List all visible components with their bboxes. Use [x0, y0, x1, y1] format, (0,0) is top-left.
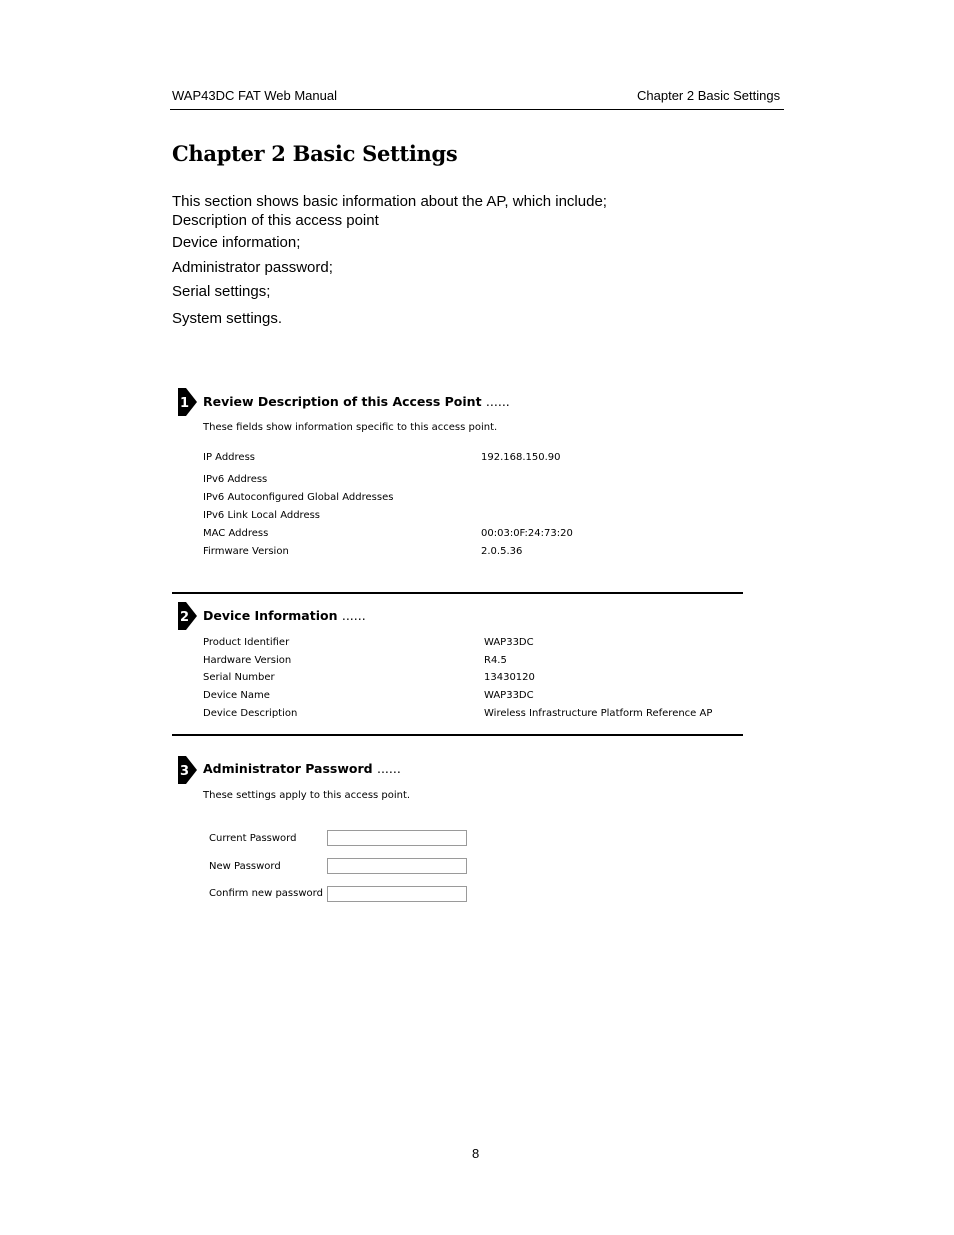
field-label: Serial Number: [203, 672, 275, 683]
section-marker-3-icon: [176, 756, 198, 784]
intro-line: This section shows basic information about the AP, which include;: [172, 193, 607, 210]
field-label: IPv6 Link Local Address: [203, 510, 321, 521]
page-number: 8: [472, 1146, 480, 1161]
intro-line: System settings.: [172, 310, 283, 327]
current-password-input[interactable]: [327, 830, 467, 846]
intro-line: Serial settings;: [172, 283, 271, 300]
section-title-dots: ......: [341, 608, 366, 623]
field-value: WAP33DC: [484, 637, 534, 648]
confirm-password-label: Confirm new password: [209, 888, 323, 899]
new-password-label: New Password: [209, 861, 281, 872]
field-label: IP Address: [203, 452, 255, 463]
section-title-dots: ......: [485, 394, 510, 409]
section-title-text: Administrator Password: [203, 761, 373, 776]
section-number: 3: [179, 764, 190, 779]
section-title-review: [203, 394, 510, 409]
confirm-password-input[interactable]: [327, 886, 467, 902]
section-marker-2-icon: [176, 602, 198, 630]
field-value: R4.5: [484, 655, 507, 666]
field-label: IPv6 Address: [203, 474, 268, 485]
new-password-input[interactable]: [327, 858, 467, 874]
field-value: Wireless Infrastructure Platform Reference AP: [484, 708, 713, 719]
field-label: IPv6 Autoconfigured Global Addresses: [203, 492, 394, 503]
field-label: Device Name: [203, 690, 270, 701]
field-value: 13430120: [484, 672, 535, 683]
section-number: 1: [179, 396, 190, 411]
section-marker-1-icon: [176, 388, 198, 416]
field-value: 192.168.150.90: [481, 452, 561, 463]
section-divider: [172, 592, 743, 594]
field-label: Hardware Version: [203, 655, 292, 666]
section-title-device: [203, 608, 366, 623]
chapter-title: Chapter 2 Basic Settings: [172, 141, 458, 166]
field-value: 00:03:0F:24:73:20: [481, 528, 573, 539]
field-label: Device Description: [203, 708, 298, 719]
running-header-title: WAP43DC FAT Web Manual: [172, 88, 337, 103]
section-title-dots: ......: [376, 761, 401, 776]
field-value: WAP33DC: [484, 690, 534, 701]
intro-line: Administrator password;: [172, 259, 333, 276]
field-label: Firmware Version: [203, 546, 289, 557]
header-rule: [170, 109, 784, 110]
running-header-chapter: Chapter 2 Basic Settings: [637, 88, 781, 103]
section-title-text: Device Information: [203, 608, 338, 623]
section-title-text: Review Description of this Access Point: [203, 394, 482, 409]
section-number: 2: [179, 610, 190, 625]
section-title-admin: [203, 761, 401, 776]
section-description: These settings apply to this access point.: [203, 790, 411, 801]
field-label: Product Identifier: [203, 637, 290, 648]
field-label: MAC Address: [203, 528, 269, 539]
section-divider: [172, 734, 743, 736]
field-value: 2.0.5.36: [481, 546, 523, 557]
current-password-label: Current Password: [209, 833, 297, 844]
section-description: These fields show information specific to this access point.: [203, 422, 498, 433]
intro-line: Device information;: [172, 234, 301, 251]
intro-line: Description of this access point: [172, 212, 379, 229]
